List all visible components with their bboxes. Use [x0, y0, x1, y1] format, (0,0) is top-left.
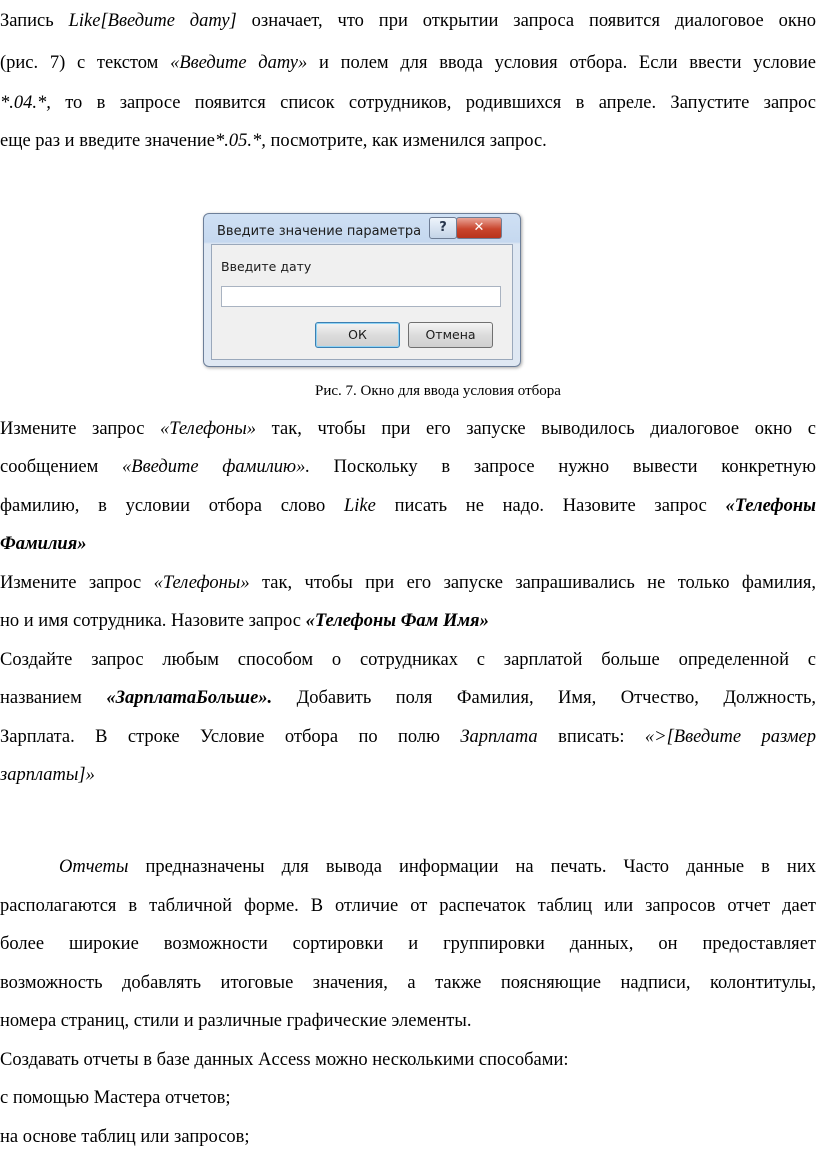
text-line: Запись Like[Введите дату] означает, что при открытии запроса появится диалоговое окно	[0, 11, 816, 31]
figure-caption: Рис. 7. Окно для ввода условия отбора	[315, 383, 561, 399]
text-line: Создавать отчеты в базе данных Access можно несколькими способами:	[0, 1050, 569, 1070]
dialog-title: Введите значение параметра	[217, 224, 422, 239]
cancel-button[interactable]: Отмена	[408, 322, 493, 348]
help-button[interactable]: ?	[429, 217, 457, 239]
text-line: Отчеты предназначены для вывода информации на печать. Часто данные в них	[59, 857, 816, 877]
ok-button[interactable]: ОК	[315, 322, 400, 348]
text-line: возможность добавлять итоговые значения, а также поясняющие надписи, колонтитулы,	[0, 973, 816, 993]
text-line: *.04.*, то в запросе появится список сотрудников, родившихся в апреле. Запустите запрос	[0, 93, 816, 113]
parameter-dialog	[203, 213, 521, 367]
dialog-body	[211, 244, 513, 360]
text-line: Измените запрос «Телефоны» так, чтобы при его запуске выводилось диалоговое окно с	[0, 419, 816, 439]
close-button[interactable]: ✕	[456, 217, 502, 239]
parameter-input[interactable]	[221, 286, 501, 307]
dialog-prompt: Введите дату	[221, 259, 312, 274]
text-line: (рис. 7) с текстом «Введите дату» и полем для ввода условия отбора. Если ввести условие	[0, 53, 816, 73]
text-line: Измените запрос «Телефоны» так, чтобы при его запуске запрашивались не только фамилия,	[0, 573, 816, 593]
text-line: сообщением «Введите фамилию». Поскольку в запросе нужно вывести конкретную	[0, 457, 816, 477]
text-line: более широкие возможности сортировки и группировки данных, он предоставляет	[0, 934, 816, 954]
text-line: Создайте запрос любым способом о сотрудниках с зарплатой больше определенной с	[0, 650, 816, 670]
list-item: с помощью Мастера отчетов;	[0, 1088, 231, 1108]
text-line: названием «ЗарплатаБольше». Добавить поля Фамилия, Имя, Отчество, Должность,	[0, 688, 816, 708]
text-line: еще раз и введите значение*.05.*, посмотрите, как изменился запрос.	[0, 131, 547, 151]
list-item: на основе таблиц или запросов;	[0, 1127, 250, 1147]
text-line: Фамилия»	[0, 534, 87, 554]
text-line: располагаются в табличной форме. В отличие от распечаток таблиц или запросов отчет дает	[0, 896, 816, 916]
text-line: номера страниц, стили и различные графические элементы.	[0, 1011, 472, 1031]
text-line: Зарплата. В строке Условие отбора по полю Зарплата вписать: «>[Введите размер	[0, 727, 816, 747]
text-line: зарплаты]»	[0, 765, 95, 785]
text-line: фамилию, в условии отбора слово Like писать не надо. Назовите запрос «Телефоны	[0, 496, 816, 516]
text-line: но и имя сотрудника. Назовите запрос «Телефоны Фам Имя»	[0, 611, 489, 631]
